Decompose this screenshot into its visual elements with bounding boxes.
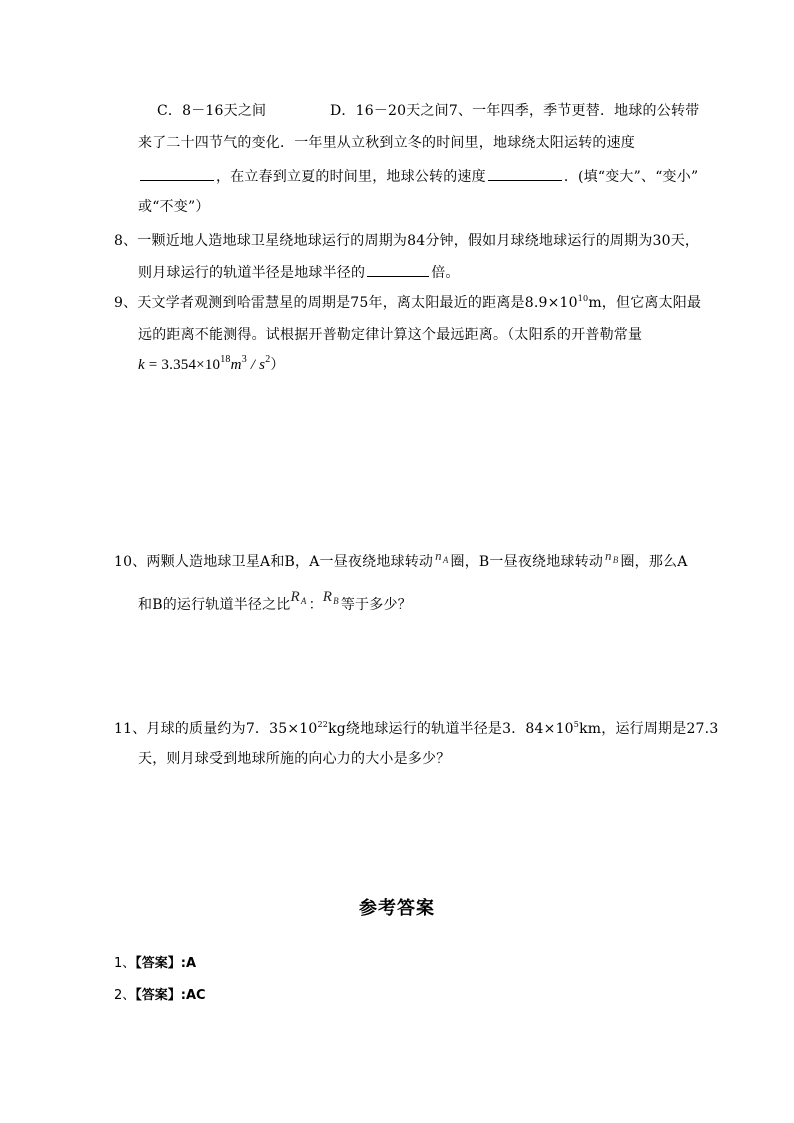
n-b-symbol: $n_B$ xyxy=(605,548,619,565)
answers-heading: 参考答案 xyxy=(359,898,435,919)
q11-line-2: 天，则月球受到地球所施的向心力的大小是多少？ xyxy=(138,751,451,767)
answer-blank[interactable] xyxy=(367,262,429,277)
q7-line-4: 或“不变”） xyxy=(138,199,210,215)
answer-item-1: 1、【答案】:A xyxy=(114,956,197,971)
q11-line-1-c: km，运行周期是27.3 xyxy=(579,721,719,737)
n-a-symbol: $n_A$ xyxy=(435,548,449,565)
ratio-colon: ： xyxy=(308,597,323,613)
q8-line-2 xyxy=(138,262,460,282)
q10-line-2-b: 等于多少？ xyxy=(340,597,412,613)
q9-line-1-a: 9、天文学者观测到哈雷慧星的周期是75年，离太阳最近的距离是8.9×10 xyxy=(114,295,578,311)
q9-formula xyxy=(138,356,285,374)
answer-blank[interactable] xyxy=(488,166,562,181)
q10-line-1-b: 圈，B一昼夜绕地球转动 xyxy=(450,554,604,570)
q9-line-2: 远的距离不能测得。试根据开普勒定律计算这个最远距离。（太阳系的开普勒常量 xyxy=(138,327,643,343)
q7-line-2: 来了二十四节气的变化．一年里从立秋到立冬的时间里，地球绕太阳运转的速度 xyxy=(138,135,635,151)
q7-line-3-mid: ，在立春到立夏的时间里，地球公转的速度 xyxy=(216,169,486,185)
q8-line-2-end: 倍。 xyxy=(431,265,460,281)
q11-mass-exponent: 22 xyxy=(317,720,329,729)
q7-option-d-and-question: D．16－20天之间7、一年四季，季节更替．地球的公转带 xyxy=(330,103,700,119)
q9-line-1 xyxy=(114,294,701,312)
q10-line-2-a: 和B的运行轨道半径之比 xyxy=(138,597,291,613)
answer-item-2: 2、【答案】:AC xyxy=(114,988,206,1003)
q11-line-1-a: 11、月球的质量约为7．35×10 xyxy=(114,721,318,737)
answer-blank[interactable] xyxy=(140,166,214,181)
kepler-constant-formula: $k = 3.354\times 10^{18}m^3 / s^2$ xyxy=(138,354,271,373)
q7-line-3-end: ．(填“变大”、“变小” xyxy=(563,169,699,185)
q10-line-1-a: 10、两颗人造地球卫星A和B，A一昼夜绕地球转动 xyxy=(114,554,434,570)
q10-line-1-c: 圈，那么A xyxy=(620,554,688,570)
q8-line-1: 8、一颗近地人造地球卫星绕地球运行的周期为84分钟，假如月球绕地球运行的周期为30天， xyxy=(114,233,700,249)
formula-close-paren: ） xyxy=(270,357,285,373)
r-b-symbol: $R_B$ xyxy=(322,589,339,606)
q11-line-1-b: kg绕地球运行的轨道半径是3．84×10 xyxy=(328,721,574,737)
q11-radius-exponent: 5 xyxy=(573,720,580,729)
q11-line-1 xyxy=(114,720,718,738)
q10-line-1 xyxy=(114,548,688,572)
q7-line-3 xyxy=(138,166,698,186)
q8-line-2-text: 则月球运行的轨道半径是地球半径的 xyxy=(138,265,366,281)
q7-option-c: C．8－16天之间 xyxy=(157,103,267,119)
q10-line-2 xyxy=(138,589,412,615)
q9-exponent: 10 xyxy=(577,294,589,303)
r-a-symbol: $R_A$ xyxy=(290,589,307,606)
q9-line-1-b: m，但它离太阳最 xyxy=(588,295,702,311)
